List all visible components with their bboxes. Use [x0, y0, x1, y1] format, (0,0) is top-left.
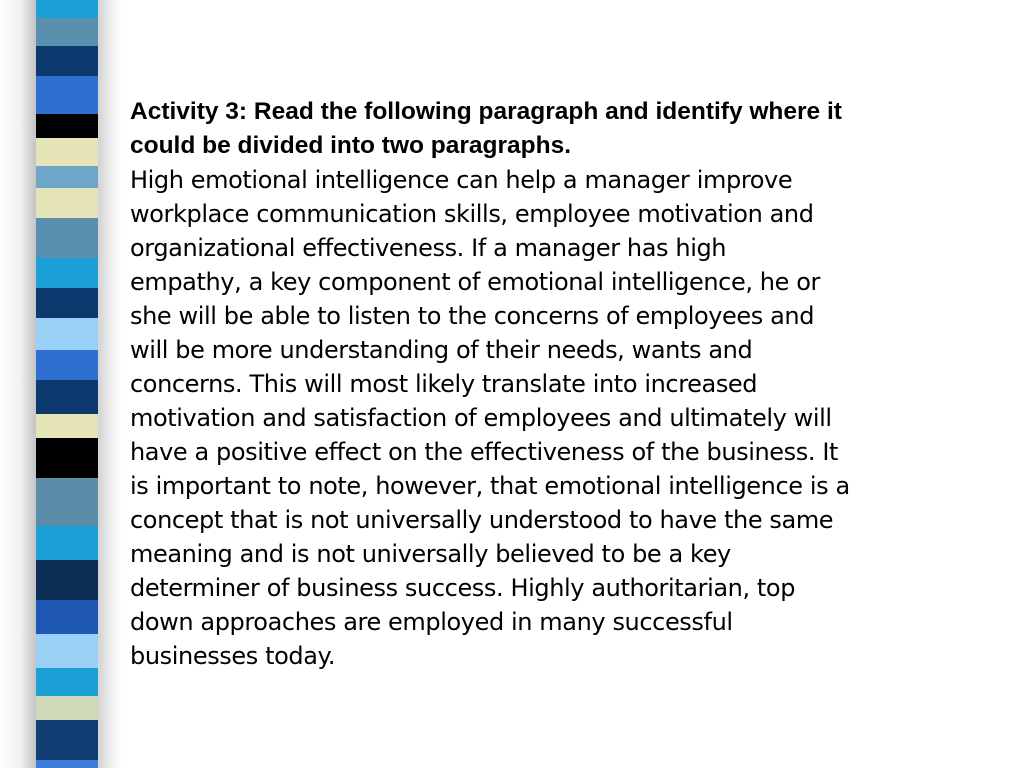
- bar-stripe: [36, 696, 98, 720]
- bar-stripe: [36, 760, 98, 768]
- bar-stripe: [36, 166, 98, 188]
- paragraph-line: concerns. This will most likely translate into increased: [130, 370, 758, 398]
- bar-stripe: [36, 318, 98, 350]
- bar-stripe: [36, 350, 98, 380]
- paragraph-line: determiner of business success. Highly authoritarian, top: [130, 574, 796, 602]
- bar-stripe: [36, 634, 98, 668]
- heading-line: could be divided into two paragraphs.: [130, 132, 572, 159]
- decorative-striped-bar: [36, 0, 98, 768]
- bar-stripe: [36, 600, 98, 634]
- bar-stripe: [36, 720, 98, 760]
- paragraph-line: concept that is not universally understood to have the same: [130, 506, 834, 534]
- bar-stripe: [36, 0, 98, 18]
- bar-stripe: [36, 560, 98, 600]
- paragraph-line: have a positive effect on the effectiveness of the business. It: [130, 438, 839, 466]
- activity-heading: [130, 95, 990, 163]
- bar-stripe: [36, 218, 98, 258]
- bar-stripe: [36, 76, 98, 114]
- bar-stripe: [36, 114, 98, 138]
- bar-stripe: [36, 526, 98, 560]
- slide-content: [130, 95, 990, 673]
- paragraph-line: motivation and satisfaction of employees and ultimately will: [130, 404, 832, 432]
- activity-paragraph: [130, 163, 990, 673]
- paragraph-line: empathy, a key component of emotional intelligence, he or: [130, 268, 820, 296]
- paragraph-line: is important to note, however, that emotional intelligence is a: [130, 472, 850, 500]
- bar-stripe: [36, 668, 98, 696]
- bar-stripe: [36, 478, 98, 526]
- bar-stripe: [36, 18, 98, 46]
- bar-stripe: [36, 138, 98, 166]
- bar-stripe: [36, 414, 98, 438]
- paragraph-line: she will be able to listen to the concerns of employees and: [130, 302, 815, 330]
- paragraph-line: workplace communication skills, employee motivation and: [130, 200, 814, 228]
- bar-stripe: [36, 188, 98, 218]
- paragraph-line: down approaches are employed in many successful: [130, 608, 733, 636]
- bar-stripe: [36, 438, 98, 478]
- bar-stripe: [36, 46, 98, 76]
- bar-stripe: [36, 258, 98, 288]
- bar-stripe: [36, 288, 98, 318]
- bar-stripe: [36, 380, 98, 414]
- paragraph-line: will be more understanding of their needs, wants and: [130, 336, 753, 364]
- paragraph-line: businesses today.: [130, 642, 336, 670]
- heading-line: Activity 3: Read the following paragraph and identify where it: [130, 98, 842, 125]
- paragraph-line: meaning and is not universally believed to be a key: [130, 540, 731, 568]
- paragraph-line: organizational effectiveness. If a manager has high: [130, 234, 727, 262]
- paragraph-line: High emotional intelligence can help a manager improve: [130, 166, 793, 194]
